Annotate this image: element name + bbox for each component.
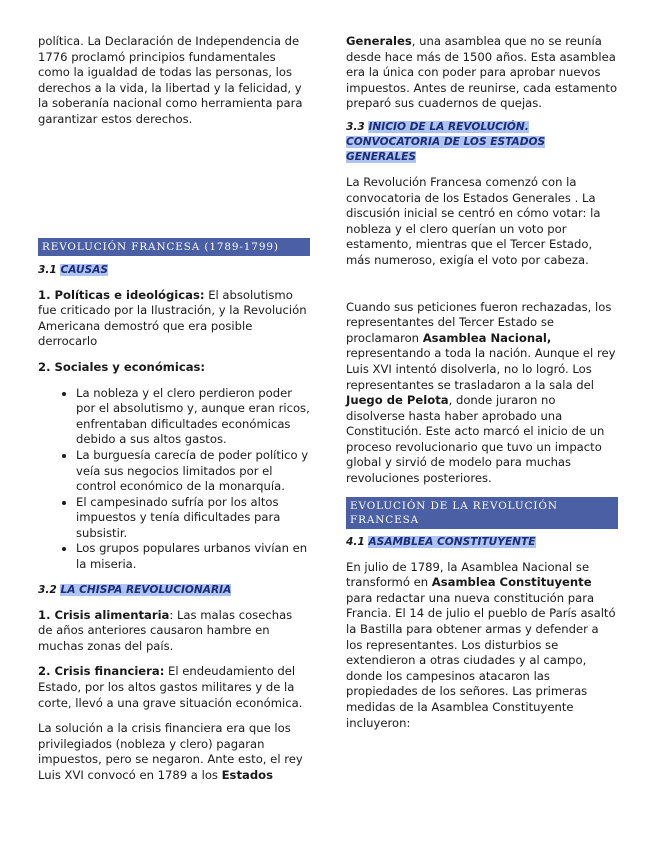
cause-social-heading: 2. Sociales y económicas: <box>38 359 206 374</box>
inicio-paragraph: La Revolución Francesa comenzó con la convocatoria de los Estados Generales . La discusión inicial se centró en cómo votar: la nobleza y el clero querían un voto por estamento, mientras que el Tercer Estado, más numeroso, exigía el voto por cabeza. <box>346 174 601 267</box>
subheading-title: INICIO DE LA REVOLUCIÓN. CONVOCATORIA DE LOS ESTADOS GENERALES <box>346 120 546 163</box>
section-band-revolucion-francesa: REVOLUCIÓN FRANCESA (1789-1799) <box>38 238 310 256</box>
subheading-3-2 <box>38 583 310 598</box>
asamblea-constituyente-paragraph: En julio de 1789, la Asamblea Nacional se transformó en Asamblea Constituyente para redactar una nueva constitución para Francia. El 14 de julio el pueblo de París asaltó la Bastilla para obtener armas y defender a los representantes. Los disturbios se extendieron a otras ciudades y al campo, donde los campesinos atacaron las propiedades de los señores. Las primeras medidas de la Asamblea Constituyente incluyeron: <box>346 559 616 730</box>
subheading-title: ASAMBLEA CONSTITUYENTE <box>368 535 536 548</box>
subheading-3-3 <box>346 120 618 165</box>
subheading-number: 3.1 <box>38 263 57 276</box>
cause-title: 1. Políticas e ideológicas: <box>38 287 205 302</box>
crisis-food-paragraph: 1. Crisis alimentaria: Las malas cosechas de años anteriores causaron hambre en muchas zonas del país. <box>38 607 293 653</box>
list-item: • La burguesía carecía de poder político y veía sus negocios limitados por el control económico de la monarquía. <box>76 448 310 495</box>
list-item: • La nobleza y el clero perdieron poder por el absolutismo y, aunque eran ricos, enfrentaban dificultades económicas debido a sus altos gastos. <box>76 386 310 448</box>
cause-text: El absolutismo fue criticado por la Ilustración, y la Revolución Americana demostró que era posible derrocarlo <box>38 287 307 349</box>
subheading-number: 4.1 <box>346 535 365 548</box>
social-causes-list <box>38 386 310 573</box>
continuation-paragraph: Generales, una asamblea que no se reunía desde hace más de 1500 años. Esta asamblea era la única con poder para aprobar nuevos impuestos. Antes de reunirse, cada estamento preparó sus cuadernos de quejas. <box>346 34 618 111</box>
crisis-financial-paragraph: 2. Crisis financiera: El endeudamiento del Estado, por los altos gastos militares y de la corte, llevó a una grave situación económica. <box>38 664 303 710</box>
cause-political-paragraph <box>38 288 310 350</box>
subheading-title: CAUSAS <box>60 263 109 276</box>
right-column <box>346 34 618 731</box>
left-column <box>38 34 310 784</box>
subheading-number: 3.3 <box>346 120 365 133</box>
asamblea-nacional-paragraph: Cuando sus peticiones fueron rechazadas, los representantes del Tercer Estado se proclamaron Asamblea Nacional, representando a toda la nación. Aunque el rey Luis XVI intentó disolverla, no lo logró. Los representantes se trasladaron a la sala del Juego de Pelota, donde juraron no disolverse hasta haber aprobado una Constitución. Este acto marcó el inicio de un proceso revolucionario que tuvo un impacto global y sirvió de modelo para muchas revoluciones posteriores. <box>346 299 616 486</box>
subheading-4-1 <box>346 535 618 550</box>
list-item: • Los grupos populares urbanos vivían en la miseria. <box>76 541 310 572</box>
intro-paragraph: política. La Declaración de Independencia de 1776 proclamó principios fundamentales como la igualdad de todas las personas, los derechos a la vida, la libertad y la felicidad, y la soberanía nacional como herramienta para garantizar estos derechos. <box>38 34 303 126</box>
solution-paragraph: La solución a la crisis financiera era que los privilegiados (nobleza y clero) pagaran impuestos, pero se negaron. Ante esto, el rey Luis XVI convocó en 1789 a los Estados <box>38 721 303 782</box>
list-item: • El campesinado sufría por los altos impuestos y tenía dificultades para subsistir. <box>76 495 310 542</box>
subheading-number: 3.2 <box>38 583 57 596</box>
subheading-3-1 <box>38 263 310 278</box>
section-band-evolucion: EVOLUCIÓN DE LA REVOLUCIÓN FRANCESA <box>346 497 618 529</box>
subheading-title: LA CHISPA REVOLUCIONARIA <box>60 583 232 596</box>
